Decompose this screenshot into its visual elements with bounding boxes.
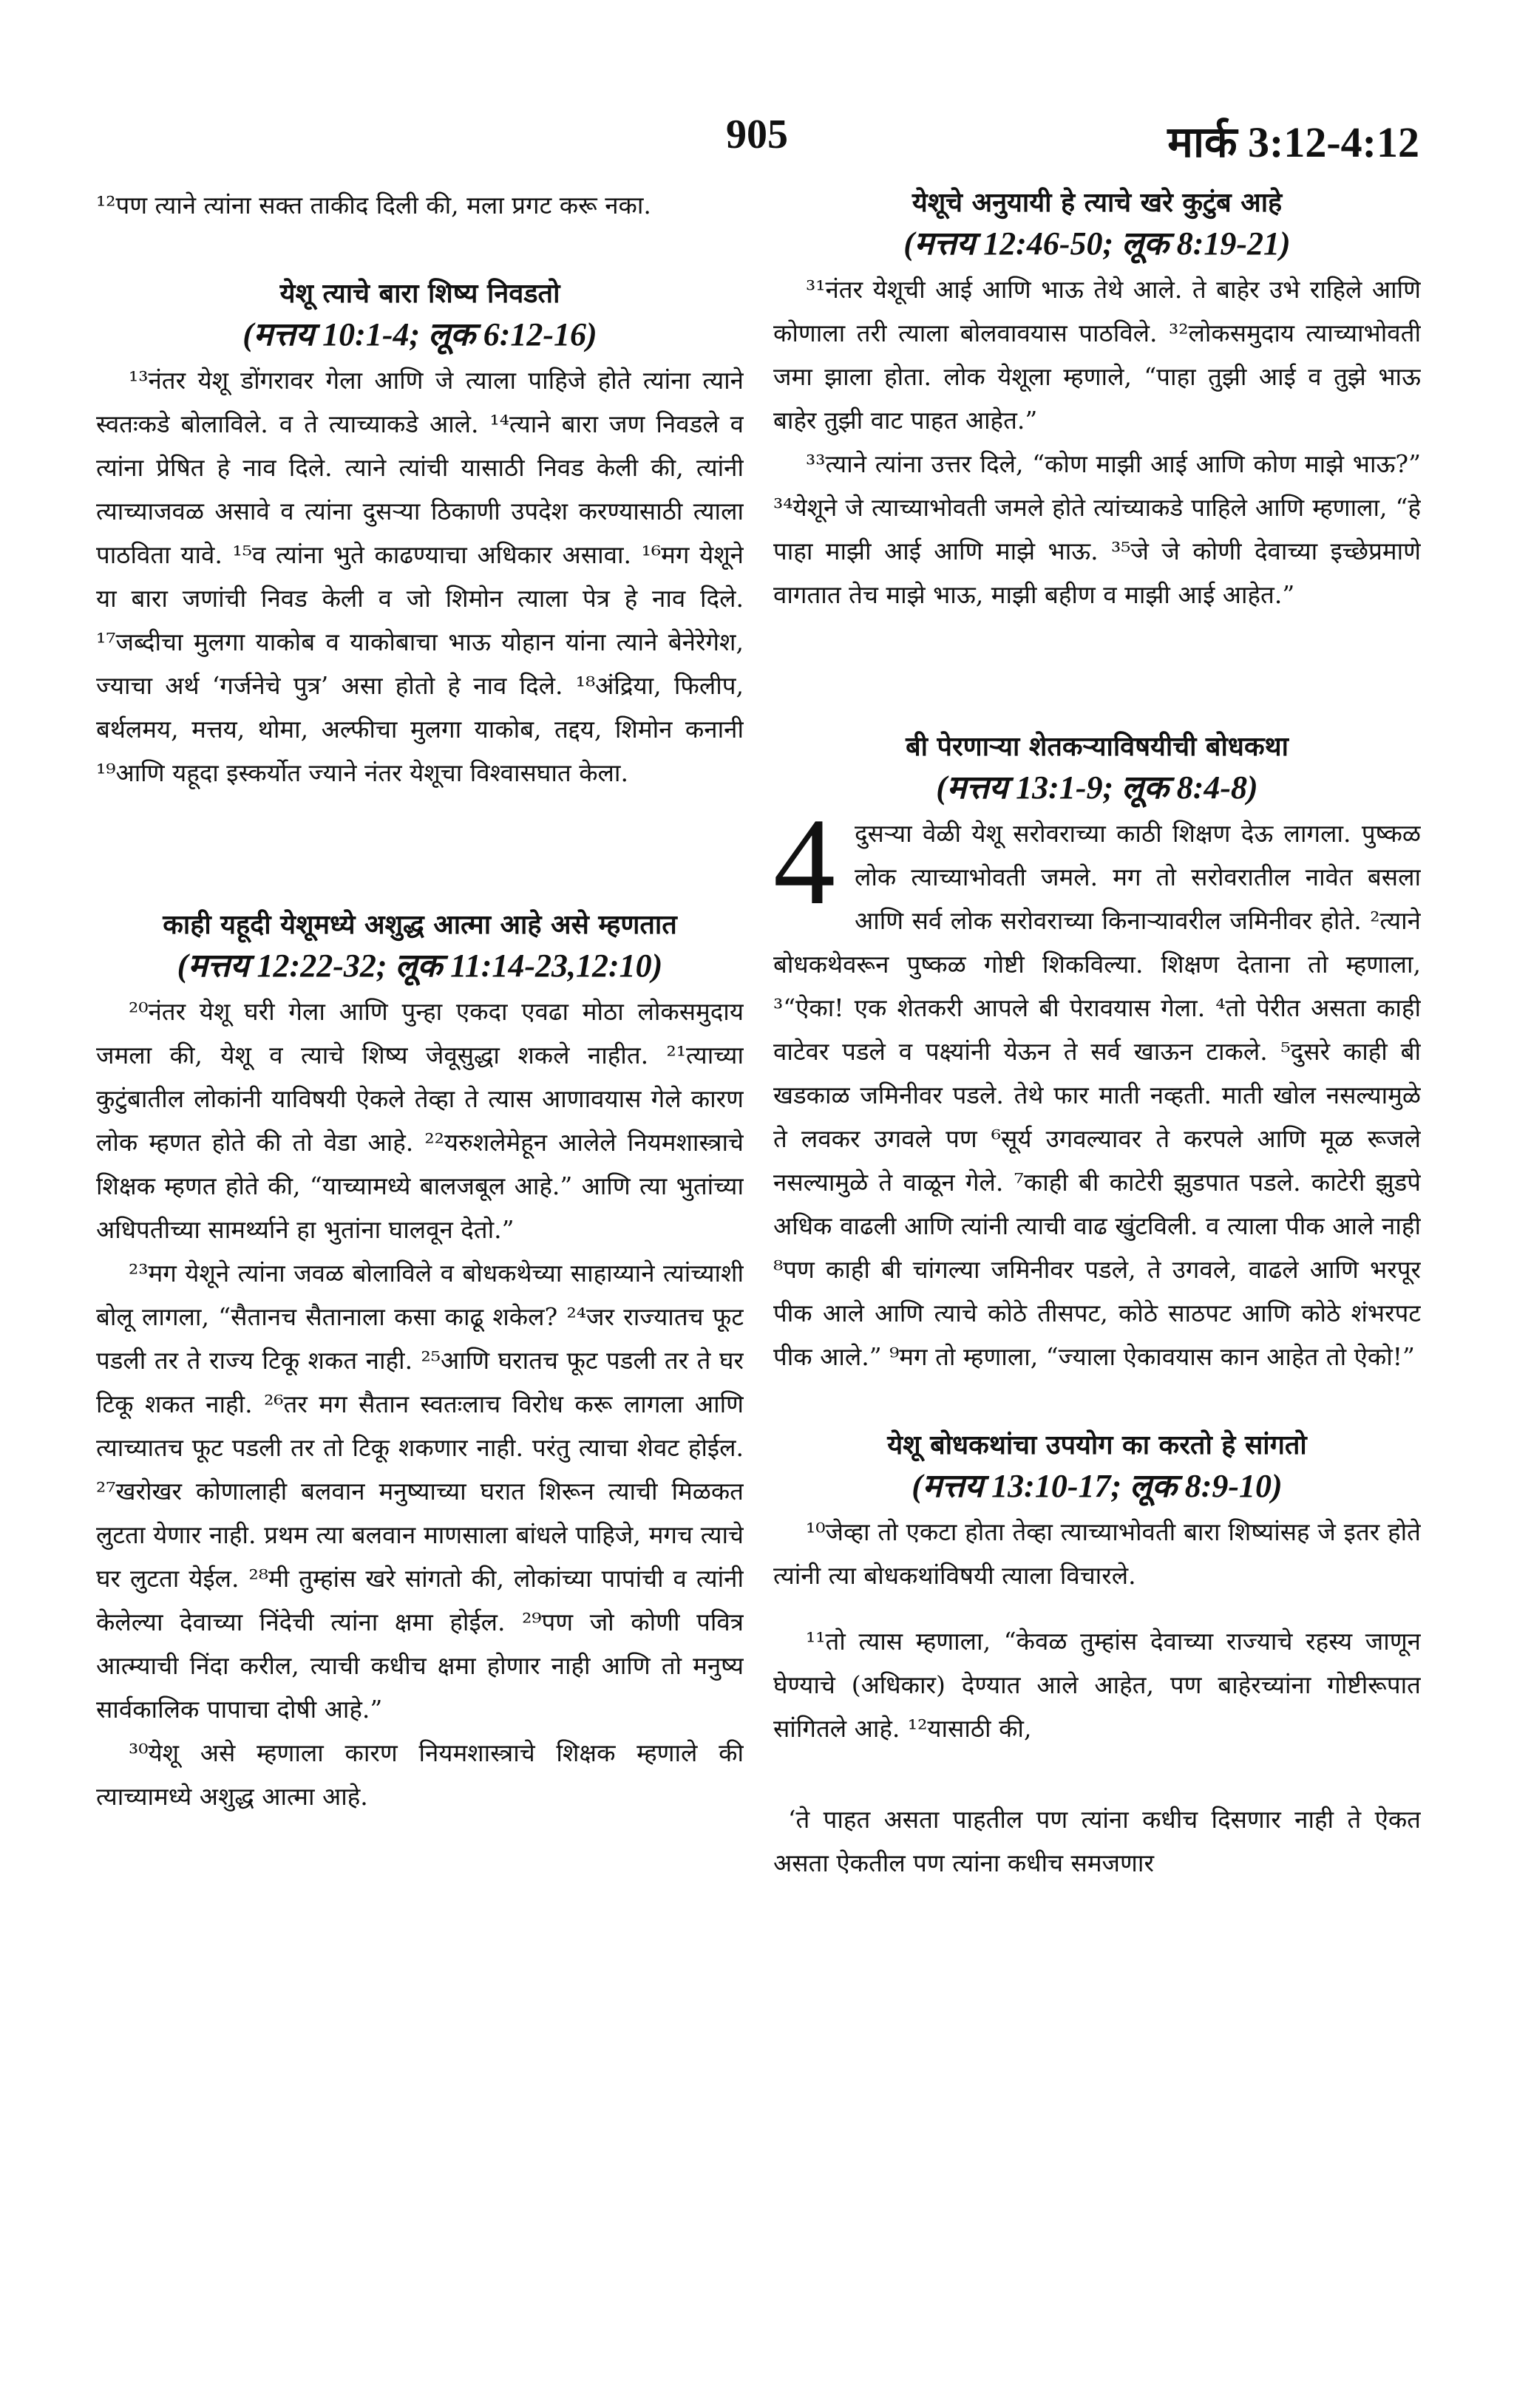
section-heading: येशू त्याचे बारा शिष्य निवडतो [279,279,560,309]
verse-paragraph: ³³त्याने त्यांना उत्तर दिले, “कोण माझी आई आणि कोण माझे भाऊ?” ³⁴येशूने जे त्याच्याभोवती जमले होते त्यांच्याकडे पाहिले आणि म्हणाला, “हे पाहा माझी आई आणि माझे भाऊ. ³⁵जे जे कोणी देवाच्या इच्छेप्रमाणे वागतात तेच माझे भाऊ, माझी बहीण व माझी आई आहेत.” [773,449,1421,609]
section-heading: काही यहूदी येशूमध्ये अशुद्ध आत्मा आहे असे म्हणतात [163,910,677,940]
cross-reference: (मत्तय 12:46-50; लूक 8:19-21) [903,225,1291,262]
verse-paragraph: ¹¹तो त्यास म्हणाला, “केवळ तुम्हांस देवाच्या राज्याचे रहस्य जाणून घेण्याचे (अधिकार) देण्यात आले आहेत, पण बाहेरच्यांना गोष्टीरूपात सांगितले आहे. ¹²यासाठी की, [773,1627,1421,1743]
verse-paragraph: ¹²पण त्याने त्यांना सक्त ताकीद दिली की, मला प्रगट करू नका. [96,191,651,220]
verse-paragraph: दुसऱ्या वेळी येशू सरोवराच्या काठी शिक्षण देऊ लागला. पुष्कळ लोक त्याच्याभोवती जमले. मग तो सरोवरातील नावेत बसला आणि सर्व लोक सरोवराच्या किनाऱ्यावरील जमिनीवर होते. ²त्याने बोधकथेवरून पुष्कळ गोष्टी शिकविल्या. शिक्षण देताना तो म्हणाला, ³“ऐका! एक शेतकरी आपले बी पेरावयास गेला. ⁴तो पेरीत असता काही वाटेवर पडले व पक्ष्यांनी येऊन ते सर्व खाऊन टाकले. ⁵दुसरे काही बी खडकाळ जमिनीवर पडले. तेथे फार माती नव्हती. माती खोल नसल्यामुळे ते लवकर उगवले पण ⁶सूर्य उगवल्यावर ते करपले आणि मूळ रूजले नसल्यामुळे ते वाळून गेले. ⁷काही बी काटेरी झुडपात पडले. काटेरी झुडपे अधिक वाढली आणि त्यांनी त्याची वाढ खुंटविली. व त्याला पीक आले नाही ⁸पण काही बी चांगल्या जमिनीवर पडले, ते उगवले, वाढले आणि भरपूर पीक आले आणि त्याचे कोठे तीसपट, कोठे साठपट आणि कोठे शंभरपट पीक आले.” ⁹मग तो म्हणाला, “ज्याला ऐकावयास कान आहेत तो ऐको!” [773,819,1421,1371]
verse-paragraph: ¹³नंतर येशू डोंगरावर गेला आणि जे त्याला पाहिजे होते त्यांना त्याने स्वतःकडे बोलाविले. व ते त्याच्याकडे आले. ¹⁴त्याने बारा जण निवडले व त्यांना प्रेषित हे नाव दिले. त्याने त्यांची यासाठी निवड केली की, त्यांनी त्याच्याजवळ असावे व त्यांना दुसऱ्या ठिकाणी उपदेश करण्यासाठी त्याला पाठविता यावे. ¹⁵व त्यांना भुते काढण्याचा अधिकार असावा. ¹⁶मग येशूने या बारा जणांची निवड केली व जो शिमोन त्याला पेत्र हे नाव दिले. ¹⁷जब्दीचा मुलगा याकोब व याकोबाचा भाऊ योहान यांना त्याने बेनेरेगेश, ज्याचा अर्थ ‘गर्जनेचे पुत्र’ असा होतो हे नाव दिले. ¹⁸अंद्रिया, फिलीप, बर्थलमय, मत्तय, थोमा, अल्फीचा मुलगा याकोब, तद्दय, शिमोन कनानी ¹⁹आणि यहूदा इस्कर्योत ज्याने नंतर येशूचा विश्वासघात केला. [96,366,744,787]
verse-paragraph: ²⁰नंतर येशू घरी गेला आणि पुन्हा एकदा एवढा मोठा लोकसमुदाय जमला की, येशू व त्याचे शिष्य जेवूसुद्धा शकले नाहीत. ²¹त्याच्या कुटुंबातील लोकांनी याविषयी ऐकले तेव्हा ते त्यास आणावयास गेले कारण लोक म्हणत होते की तो वेडा आहे. ²²यरुशलेमेहून आलेले नियमशास्त्राचे शिक्षक म्हणत होते की, “याच्यामध्ये बालजबूल आहे.” आणि त्या भुतांच्या अधिपतीच्या सामर्थ्याने हा भुतांना घालवून देतो.” [96,997,744,1244]
right-column [773,183,1421,2371]
cross-reference: (मत्तय 12:22-32; लूक 11:14-23,12:10) [177,948,663,984]
spacer [773,1750,1421,1798]
verse-paragraph: ³⁰येशू असे म्हणाला कारण नियमशास्त्राचे शिक्षक म्हणाले की त्याच्यामध्ये अशुद्ध आत्मा आहे. [96,1738,744,1811]
spacer [96,227,744,274]
spacer [773,1597,1421,1619]
spacer [773,1378,1421,1426]
left-column [96,183,744,2371]
verse-paragraph: ²³मग येशूने त्यांना जवळ बोलाविले व बोधकथेच्या साहाय्याने त्यांच्याशी बोलू लागला, “सैतानच सैतानाला कसा काढू शकेल? ²⁴जर राज्यातच फूट पडली तर ते राज्य टिकू शकत नाही. ²⁵आणि घरातच फूट पडली तर ते घर टिकू शकत नाही. ²⁶तर मग सैतान स्वतःलाच विरोध करू लागला आणि त्याच्यातच फूट पडली तर तो टिकू शकणार नाही. परंतु त्याचा शेवट होईल. ²⁷खरोखर कोणालाही बलवान मनुष्याच्या घरात शिरून त्याची मिळकत लुटता येणार नाही. प्रथम त्या बलवान माणसाला बांधले पाहिजे, मगच त्याचे घर लुटता येईल. ²⁸मी तुम्हांस खरे सांगतो की, लोकांच्या पापांची व त्यांनी केलेल्या देवाच्या निंदेची त्यांना क्षमा होईल. ²⁹पण जो कोणी पवित्र आत्म्याची निंदा करील, त्याची कधीच क्षमा होणार नाही आणि तो मनुष्य सार्वकालिक पापाचा दोषी आहे.” [96,1259,744,1724]
page-header [0,111,1514,192]
spacer [773,616,1421,727]
cross-reference: (मत्तय 10:1-4; लूक 6:12-16) [242,316,597,353]
poetic-quote: ‘ते पाहत असता पाहतील पण त्यांना कधीच दिसणार नाही ते ऐकत असता ऐकतील पण त्यांना कधीच समजणार [773,1805,1421,1877]
running-head: मार्क 3:12-4:12 [1167,118,1419,166]
cross-reference: (मत्तय 13:1-9; लूक 8:4-8) [936,769,1258,806]
page-number: 905 [726,112,788,157]
chapter-number: 4 [773,793,835,931]
verse-paragraph: ¹⁰जेव्हा तो एकटा होता तेव्हा त्याच्याभोवती बारा शिष्यांसह जे इतर होते त्यांनी त्या बोधकथांविषयी त्याला विचारले. [773,1517,1421,1590]
section-heading: येशूचे अनुयायी हे त्याचे खरे कुटुंब आहे [912,188,1283,218]
chapter-start [773,793,1421,1378]
cross-reference: (मत्तय 13:10-17; लूक 8:9-10) [912,1468,1283,1504]
spacer [96,795,744,905]
section-heading: येशू बोधकथांचा उपयोग का करतो हे सांगतो [887,1430,1307,1460]
section-heading: बी पेरणाऱ्या शेतकऱ्याविषयीची बोधकथा [906,732,1289,762]
verse-paragraph: ³¹नंतर येशूची आई आणि भाऊ तेथे आले. ते बाहेर उभे राहिले आणि कोणाला तरी त्याला बोलवावयास पाठविले. ³²लोकसमुदाय त्याच्याभोवती जमा झाला होता. लोक येशूला म्हणाले, “पाहा तुझी आई व तुझे भाऊ बाहेर तुझी वाट पाहत आहेत.” [773,275,1421,435]
